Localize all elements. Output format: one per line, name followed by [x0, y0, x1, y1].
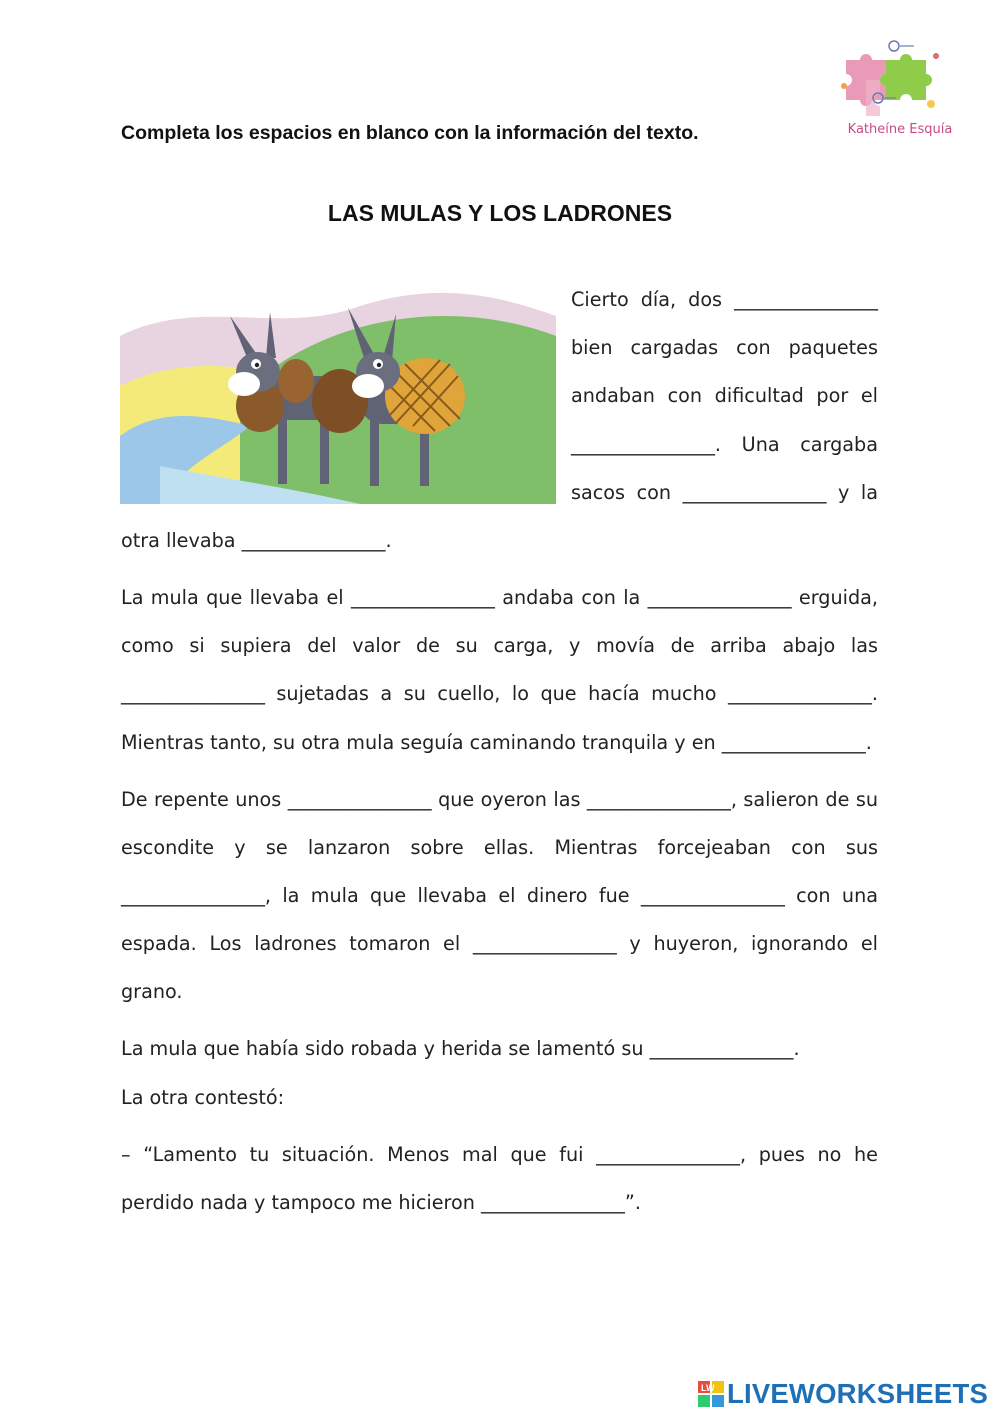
story-text [121, 276, 878, 1236]
liveworksheets-logo-text: LIVEWORKSHEETS [727, 1378, 989, 1409]
story-paragraph-5: – “Lamento tu situación. Menos mal que fui _______________, pues no he perdido nada y tampoco me hicieron _______________”. [121, 1142, 878, 1214]
story-paragraph-4a: La mula que había sido robada y herida se lamentó su _______________. [121, 1037, 800, 1061]
story-paragraph-2: La mula que llevaba el _______________ andaba con la _______________ erguida, como si supiera del valor de su carga, y movía de arriba abajo las _______________ sujetadas a su cuello, lo que hacía mucho _______________. Mientras tanto, su otra mula seguía caminando tranquila y en _______________. [121, 586, 878, 754]
author-name: Katheíne Esquía [847, 122, 953, 137]
badge-letters: LW [701, 1383, 715, 1393]
story-paragraph-4b: La otra contestó: [121, 1085, 285, 1109]
instruction-text: Completa los espacios en blanco con la información del texto. [121, 122, 699, 144]
story-paragraph-3: De repente unos _______________ que oyeron las _______________, salieron de su escondite y se lanzaron sobre ellas. Mientras forcejeaban con sus _______________, la mula que llevaba el dinero fue _______________ con una espada. Los ladrones tomaron el _______________ y huyeron, ignorando el grano. [121, 787, 878, 1004]
illustration-space [121, 276, 571, 516]
liveworksheets-badge-icon [698, 1381, 724, 1407]
story-title: LAS MULAS Y LOS LADRONES [327, 200, 673, 226]
story-paragraph-1: Cierto día, dos _______________ bien cargadas con paquetes andaban con dificultad por el _______________. Una cargaba sacos con _______________ y la otra llevaba _______________. [121, 288, 878, 553]
